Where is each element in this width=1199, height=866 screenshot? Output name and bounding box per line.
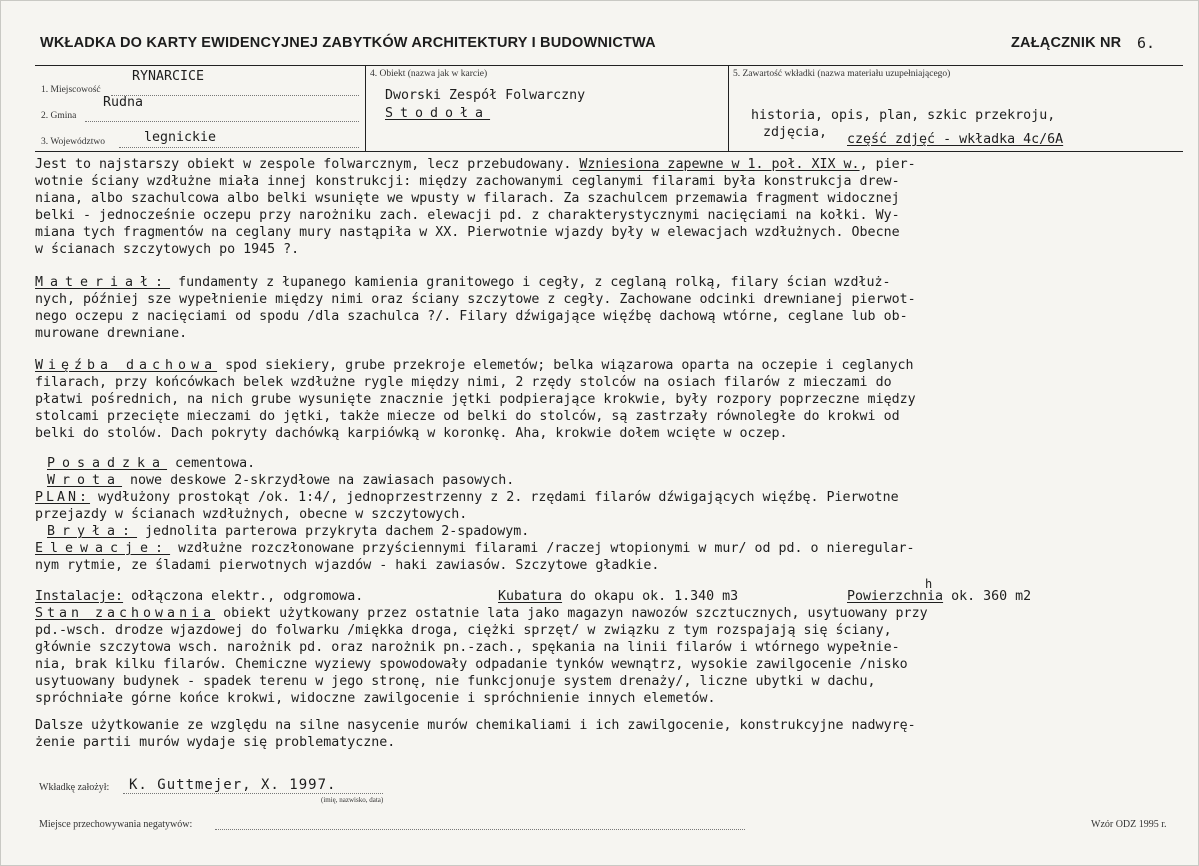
material-heading: Materiał: [35, 275, 171, 290]
object-value-line2: Stodoła [385, 106, 491, 121]
form-code: Wzór ODZ 1995 r. [1091, 819, 1167, 830]
commune-label: 2. Gmina [41, 111, 77, 121]
elevation-text-1: wzdłużne rozczłonowane przyściennymi filarami /raczej wtopionymi w mur/ od pd. o nieregular- [170, 541, 915, 556]
state-line-4: nia, brak kilku filarów. Chemiczne wyziewy spowodowały odpadanie tynków wewnątrz, wysokie zawilgocenie /nisko [35, 657, 908, 672]
commune-value: Rudna [103, 95, 144, 110]
header-rule-bottom [35, 151, 1183, 152]
installation-text: odłączona elektr., odgromowa. [123, 589, 364, 604]
roof-heading: Więźba dachowa [35, 358, 218, 373]
negatives-storage-dotline [215, 829, 745, 830]
intro-line-2: wotnie ściany wzdłużne miała innej konstrukcji: między zachowanymi ceglanymi filarami była konstrukcja drew- [35, 174, 900, 189]
state-line-3: głównie szczytowa wsch. narożnik pd. oraz narożnik pn.-zach., spękania na linii filarów i wtórnego wypełnie- [35, 640, 900, 655]
author-label: Wkładkę założył: [39, 782, 110, 793]
roof-text-1: spod siekiery, grube przekroje elemetów; belka wiązarowa oparta na oczepie i ceglanych [217, 358, 914, 373]
author-value: K. Guttmejer, X. 1997. [129, 777, 337, 793]
roof-line-3: płatwi pośrednich, na nich grube wysunięte znacznie jętki podpierające krokwie, były rozpory poprzeczne między [35, 392, 916, 407]
roof-line-4: stolcami przecięte mieczami do jętki, także miecze od belki do stolców, są zastrzały równoległe do krokwi od [35, 409, 900, 424]
header-rule-top [35, 65, 1183, 66]
contents-label: 5. Zawartość wkładki (nazwa materiału uzupełniającego) [733, 69, 951, 79]
column-divider-1 [365, 65, 366, 151]
voivodeship-dotline [119, 147, 359, 148]
voivodeship-value: legnickie [144, 130, 217, 145]
object-label: 4. Obiekt (nazwa jak w karcie) [370, 69, 488, 79]
author-hint: (imię, nazwisko, data) [321, 796, 384, 804]
voivodeship-label: 3. Województwo [41, 137, 105, 147]
roof-line-5: belki do stolów. Dach pokryty dachówką karpiówką w koronkę. Aha, krokwie dołem wcięte w oczep. [35, 426, 788, 441]
locality-label: 1. Miejscowość [41, 85, 101, 95]
installation-heading: Instalacje: [35, 589, 124, 604]
floor-text: cementowa. [167, 456, 256, 471]
elevation-heading: Elewacje: [35, 541, 171, 556]
gate-heading: Wrota [47, 473, 123, 488]
plan-line-1 [35, 489, 1175, 506]
shape-heading: Bryła: [47, 524, 138, 539]
contents-value-line2b: część zdjęć - wkładka 4c/6A [847, 132, 1064, 147]
roof-line-1 [35, 357, 1175, 374]
material-line-2: nych, później sze wypełnienie między nimi oraz ściany szczytowe z cegły. Zachowane odcinki drewnianej pierwot- [35, 292, 916, 307]
gate-line [47, 472, 1187, 489]
conclusion-line-1: Dalsze użytkowanie ze względu na silne nasycenie murów chemikaliami i ich zawilgocenie, konstrukcyjne nadwyrę- [35, 718, 916, 733]
annex-number: 6. [1137, 34, 1156, 52]
state-line-6: spróchniałe górne końce krokwi, widoczne zawilgocenie i spróchnienie innych elemetów. [35, 691, 716, 706]
elevation-line-2: nym rytmie, ze śladami pierwotnych wjazdów - haki zawiasów. Szczytowe gładkie. [35, 558, 660, 573]
column-divider-2 [728, 65, 729, 151]
area-text: ok. 360 m2 [943, 589, 1032, 604]
floor-heading: Posadzka [47, 456, 168, 471]
intro-line-3: niana, albo szachulcowa albo belki wsunięte we wpusty w filarach. Za szachulcem przemawia fragment widocznej [35, 191, 900, 206]
plan-heading: PLAN: [35, 490, 91, 505]
conclusion-line-2: żenie partii murów wydaje się problematyczne. [35, 735, 396, 750]
intro-line-6: w ścianach szczytowych po 1945 ?. [35, 242, 300, 257]
intro-text-1c: , pier- [859, 157, 916, 172]
state-line-1 [35, 605, 1175, 622]
material-line-4: murowane drewniane. [35, 326, 188, 341]
contents-value-line1: historia, opis, plan, szkic przekroju, [751, 108, 1056, 123]
plan-line-2: przejazdy w ścianach wzdłużnych, obecne w szczytowych. [35, 507, 468, 522]
contents-value-line2a: zdjęcia, [763, 125, 828, 140]
negatives-storage-label: Miejsce przechowywania negatywów: [39, 819, 193, 830]
shape-text: jednolita parterowa przykryta dachem 2-spadowym. [137, 524, 530, 539]
area-entry [847, 588, 1031, 605]
plan-text-1: wydłużony prostokąt /ok. 1:4/, jednoprzestrzenny z 2. rzędami filarów dźwigających więźbę. Pierwotne [90, 490, 899, 505]
intro-line-4: belki - jednocześnie oczepu przy narożniku zach. elewacji pd. z charakterystycznymi nacięciami na kołki. Wy- [35, 208, 900, 223]
card-title: WKŁADKA DO KARTY EWIDENCYJNEJ ZABYTKÓW ARCHITEKTURY I BUDOWNICTWA [40, 35, 656, 51]
roof-line-2: filarach, przy końcówkach belek wzdłużne rygle między nimi, 2 rzędy stolców na osiach filarów z mieczami do [35, 375, 892, 390]
shape-line [47, 523, 1187, 540]
intro-text-1a: Jest to najstarszy obiekt w zespole folwarcznym, lecz przebudowany. [35, 157, 580, 172]
floor-line [47, 455, 1187, 472]
material-line-3: nego oczepu z nacięciami od spodu /dla szachulca ?/. Filary dźwigające więźbę dachową wtórne, ceglane lub ob- [35, 309, 908, 324]
state-text-1: obiekt użytkowany przez ostatnie lata jako magazyn nawozów szcztucznych, usytuowany przy [215, 606, 928, 621]
annex-label: ZAŁĄCZNIK NR [1011, 35, 1122, 51]
state-heading: Stan zachowania [35, 606, 216, 621]
area-superscript: h [925, 577, 933, 591]
cubature-text: do okapu ok. 1.340 m3 [562, 589, 739, 604]
intro-date-underlined: Wzniesiona zapewne w 1. poł. XIX w. [579, 157, 860, 172]
material-line-1 [35, 274, 1175, 291]
material-text-1: fundamenty z łupanego kamienia granitowego i cegły, z ceglaną rolką, filary ścian wzdłuż- [170, 275, 891, 290]
state-line-5: usytuowany budynek - spadek terenu w jego stronę, nie funkcjonuje system drenaży/, liczne ubytki w dachu, [35, 674, 876, 689]
object-value-line1: Dworski Zespół Folwarczny [385, 88, 586, 103]
cubature-entry [498, 588, 738, 605]
locality-dotline [111, 95, 359, 96]
intro-line-5: miana tych fragmentów na ceglany mury nastąpiła w XX. Pierwotnie wjazdy były w elewacjach wzdłużnych. Obecne [35, 225, 900, 240]
elevation-line-1 [35, 540, 1175, 557]
commune-dotline [85, 121, 359, 122]
gate-text: nowe deskowe 2-skrzydłowe na zawiasach pasowych. [122, 473, 515, 488]
locality-value: RYNARCICE [132, 69, 205, 84]
state-line-2: pd.-wsch. drodze wjazdowej do folwarku /miękka droga, ciężki sprzęt/ w związku z tym rozspajają się ściany, [35, 623, 892, 638]
intro-line-1 [35, 156, 1175, 173]
cubature-heading: Kubatura [498, 589, 563, 604]
area-heading: Powierzchnia [847, 589, 944, 604]
